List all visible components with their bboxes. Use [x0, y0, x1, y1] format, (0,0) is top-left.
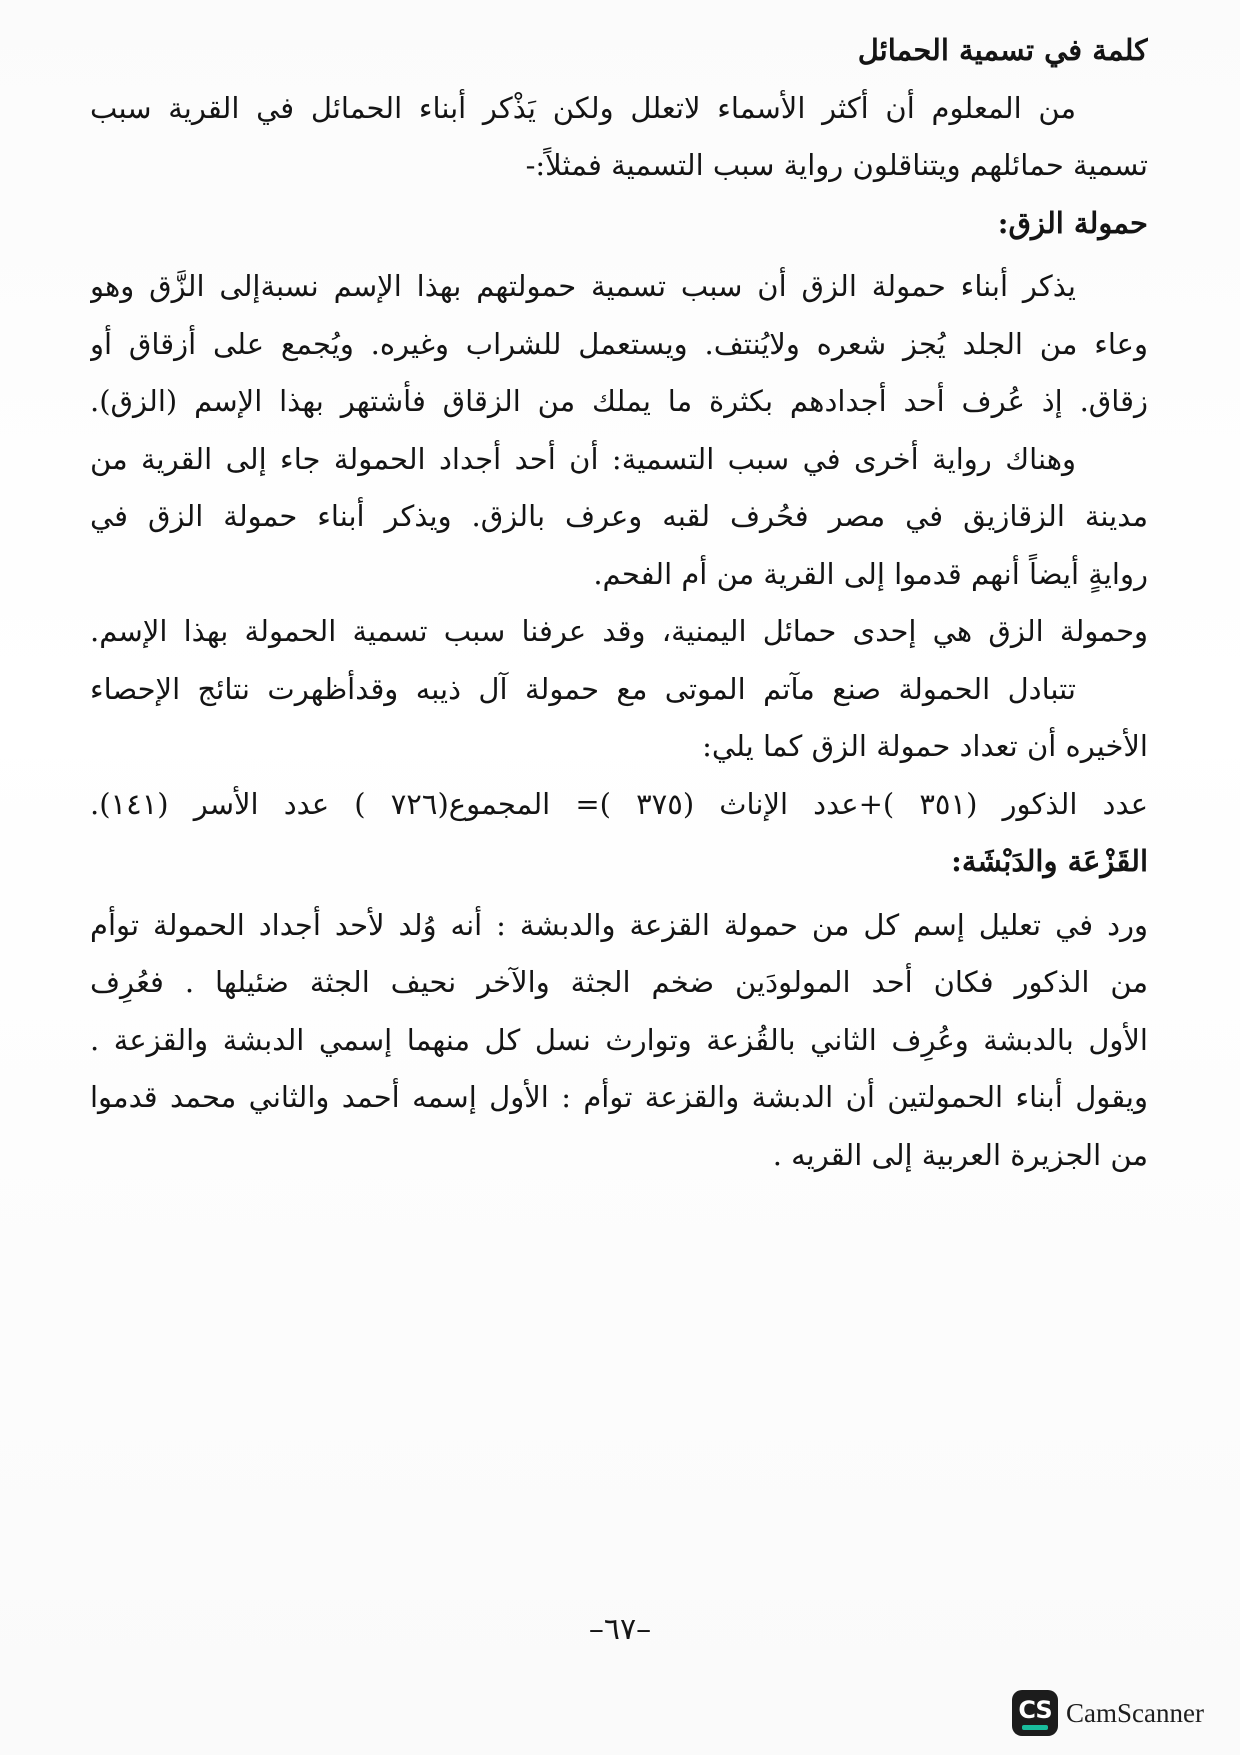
zaq-census-line: عدد الذكور (٣٥١ )+عدد الإناث (٣٧٥ )= المجموع(٧٢٦ ) عدد الأسر (١٤١). [90, 786, 1148, 821]
qaza-paragraph-2-line-1: ويقول أبناء الحمولتين أن الدبشة والقزعة توأم : الأول إسمه أحمد والثاني محمد قدموا [90, 1080, 1148, 1114]
camscanner-logo-icon [1012, 1690, 1058, 1736]
zaq-paragraph-2-line-1: وهناك رواية أخرى في سبب التسمية: أن أحد أجداد الحمولة جاء إلى القرية من [90, 441, 1076, 476]
zaq-paragraph-2-line-2: مدينة الزقازيق في مصر فحُرف لقبه وعرف بالزق. ويذكر أبناء حمولة الزق في [90, 499, 1148, 533]
qaza-paragraph-1-line-1: ورد في تعليل إسم كل من حمولة القزعة والدبشة : أنه وُلد لأحد أجداد الحمولة توأم [90, 907, 1148, 942]
qaza-paragraph-1-line-3: الأول بالدبشة وعُرِف الثاني بالقُزعة وتوارث نسل كل منهما إسمي الدبشة والقزعة . [90, 1022, 1148, 1057]
zaq-paragraph-4-line-2: الأخيره أن تعداد حمولة الزق كما يلي: [702, 729, 1148, 763]
zaq-paragraph-3-line-1: وحمولة الزق هي إحدى حمائل اليمنية، وقد عرفنا سبب تسمية الحمولة بهذا الإسم. [90, 614, 1148, 648]
page-title: كلمة في تسمية الحمائل [857, 33, 1148, 67]
section-heading-qaza-dabsha: القَزْعَة والدَبْشَة: [951, 844, 1148, 878]
camscanner-logo-text: CS [1018, 1696, 1052, 1724]
zaq-paragraph-1-line-1: يذكر أبناء حمولة الزق أن سبب تسمية حمولتهم بهذا الإسم نسبةإلى الزَّق وهو [90, 269, 1076, 303]
zaq-paragraph-1-line-3: زقاق. إذ عُرف أحد أجدادهم بكثرة ما يملك من الزقاق فأشتهر بهذا الإسم (الزق). [90, 384, 1148, 418]
zaq-paragraph-2-line-3: روايةٍ أيضاً أنهم قدموا إلى القرية من أم الفحم. [593, 556, 1148, 591]
qaza-paragraph-1-line-2: من الذكور فكان أحد المولودَين ضخم الجثة والآخر نحيف الجثة ضئيلها . فعُرِف [90, 965, 1148, 999]
zaq-paragraph-4-line-1: تتبادل الحمولة صنع مآتم الموتى مع حمولة آل ذيبه وقدأظهرت نتائج الإحصاء [90, 671, 1076, 706]
intro-line-2: تسمية حمائلهم ويتناقلون رواية سبب التسمية فمثلاً:- [525, 148, 1148, 182]
zaq-paragraph-1-line-2: وعاء من الجلد يُجز شعره ولايُنتف. ويستعمل للشراب وغيره. ويُجمع على أزقاق أو [90, 326, 1148, 361]
page-number: –٦٧– [588, 1612, 652, 1647]
camscanner-watermark [1012, 1688, 1204, 1738]
qaza-paragraph-2-line-2: من الجزيرة العربية إلى القريه . [772, 1137, 1148, 1172]
section-heading-zaq: حمولة الزق: [997, 205, 1148, 240]
camscanner-brand: CamScanner [1066, 1697, 1204, 1728]
intro-line-1: من المعلوم أن أكثر الأسماء لاتعلل ولكن يَذْكر أبناء الحمائل في القرية سبب [90, 90, 1076, 125]
camscanner-logo-accent [1022, 1725, 1048, 1730]
page-content [90, 22, 1148, 1184]
